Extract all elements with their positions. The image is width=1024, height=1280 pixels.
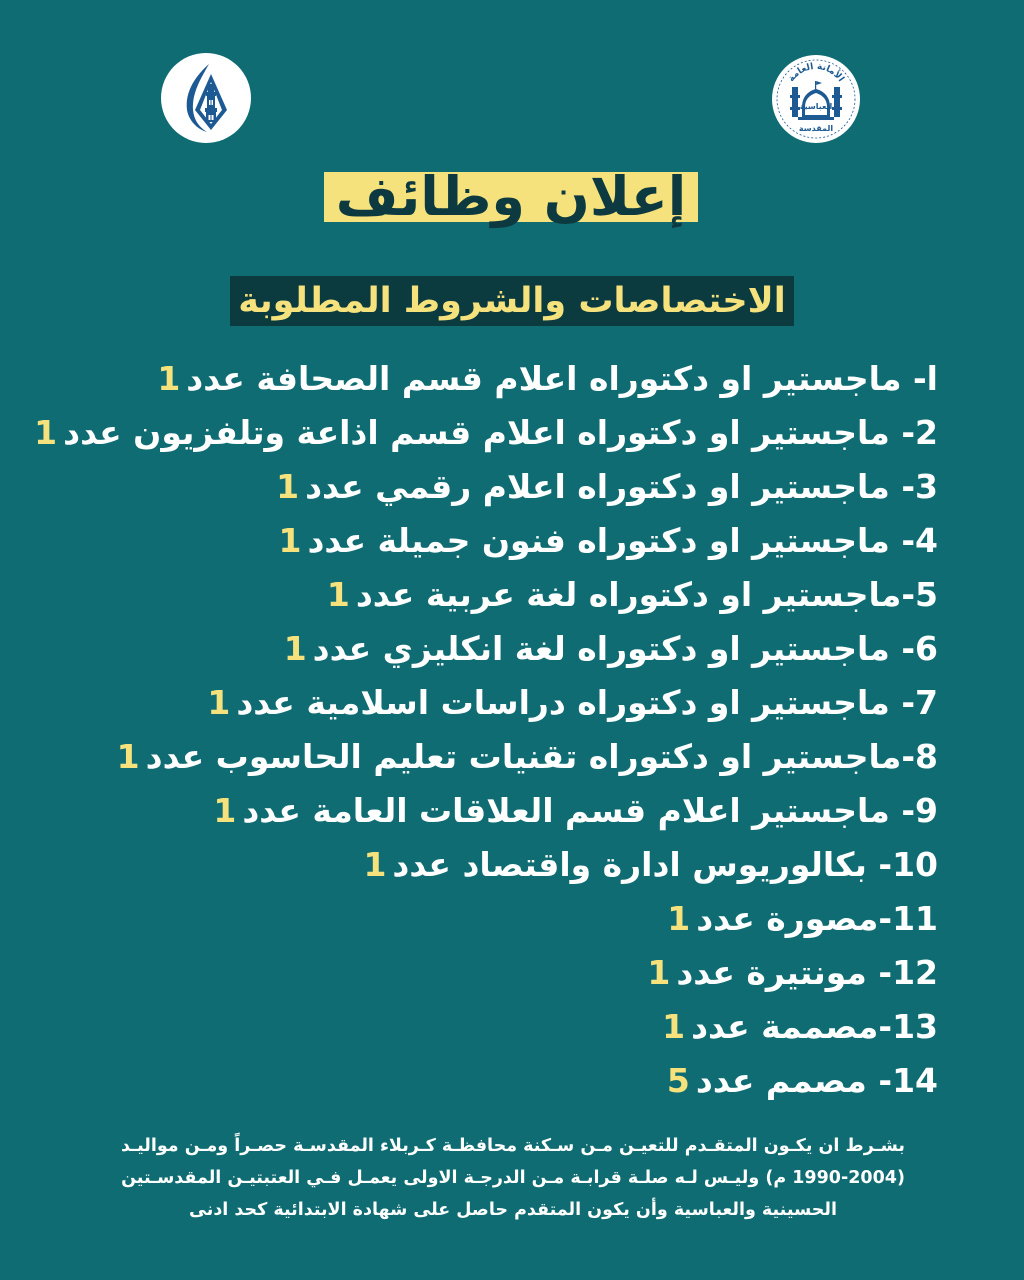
job-text: 13-مصممة عدد	[691, 1007, 938, 1046]
job-item	[60, 460, 938, 514]
emblem-bottom-text: المقدسة	[798, 124, 834, 133]
job-item	[60, 838, 938, 892]
emblem-top-text: الأمانة العامة	[786, 61, 846, 84]
title-container	[0, 165, 1024, 228]
job-item	[60, 730, 938, 784]
job-list	[34, 352, 938, 1108]
job-count: 1	[276, 467, 300, 506]
job-count: 1	[213, 791, 237, 830]
job-item	[60, 568, 938, 622]
job-text: 10- بكالوريوس ادارة واقتصاد عدد	[392, 845, 938, 884]
job-item	[60, 676, 938, 730]
job-text: 7- ماجستير او دكتوراه دراسات اسلامية عدد	[236, 683, 938, 722]
subtitle-container	[0, 276, 1024, 326]
job-count: 1	[207, 683, 231, 722]
job-count: 1	[363, 845, 387, 884]
job-item	[34, 406, 938, 460]
job-count: 1	[662, 1007, 686, 1046]
job-item	[60, 946, 938, 1000]
svg-text:الأمانة العامة	[787, 62, 846, 84]
job-item	[60, 784, 938, 838]
job-item	[60, 352, 938, 406]
right-logo	[772, 55, 860, 143]
job-count: 1	[278, 521, 302, 560]
job-count: 5	[666, 1061, 690, 1100]
conditions-footer	[50, 1130, 976, 1226]
job-text: 14- مصمم عدد	[695, 1061, 938, 1100]
job-count: 1	[326, 575, 350, 614]
job-text: 5-ماجستير او دكتوراه لغة عربية عدد	[355, 575, 938, 614]
job-text: 3- ماجستير او دكتوراه اعلام رقمي عدد	[305, 467, 938, 506]
condition-line: الحسينية والعباسية وأن يكون المتقدم حاصل على شهادة الابتدائية كحد ادنى	[189, 1200, 837, 1220]
job-text: 2- ماجستير او دكتوراه اعلام قسم اذاعة وتلفزيون عدد	[63, 413, 938, 452]
job-text: 12- مونتيرة عدد	[676, 953, 938, 992]
job-text: 4- ماجستير او دكتوراه فنون جميلة عدد	[307, 521, 938, 560]
job-item	[60, 622, 938, 676]
job-count: 1	[667, 899, 691, 938]
svg-text:العباسية: العباسية	[799, 102, 833, 111]
shrine-emblem-logo-icon	[774, 57, 858, 141]
job-text: 11-مصورة عدد	[696, 899, 938, 938]
condition-line: (1990-2004 م) وليـس لـه صلـة قرابـة مـن الدرجـة الاولى يعمـل فـي العتبتيـن المقدسـتين	[121, 1168, 905, 1188]
job-count: 1	[283, 629, 307, 668]
job-item	[60, 1054, 938, 1108]
job-count: 1	[647, 953, 671, 992]
job-item	[60, 1000, 938, 1054]
job-item	[60, 514, 938, 568]
page-subtitle: الاختصاصات والشروط المطلوبة	[230, 276, 793, 326]
job-count: 1	[116, 737, 140, 776]
job-item	[60, 892, 938, 946]
job-text: ا- ماجستير او دكتوراه اعلام قسم الصحافة عدد	[186, 359, 938, 398]
minaret-drop-logo-icon	[171, 60, 241, 136]
left-logo	[161, 53, 251, 143]
page-title: إعلان وظائف	[324, 172, 699, 222]
job-text: 9- ماجستير اعلام قسم العلاقات العامة عدد	[242, 791, 938, 830]
condition-line: بشـرط ان يكـون المتقـدم للتعيـن مـن سـكنة محافظـة كـربلاء المقدسـة حصـراً ومـن مواليـد	[121, 1136, 905, 1156]
job-text: 8-ماجستير او دكتوراه تقنيات تعليم الحاسوب عدد	[145, 737, 938, 776]
job-count: 1	[157, 359, 181, 398]
job-text: 6- ماجستير او دكتوراه لغة انكليزي عدد	[312, 629, 938, 668]
job-count: 1	[34, 413, 58, 452]
